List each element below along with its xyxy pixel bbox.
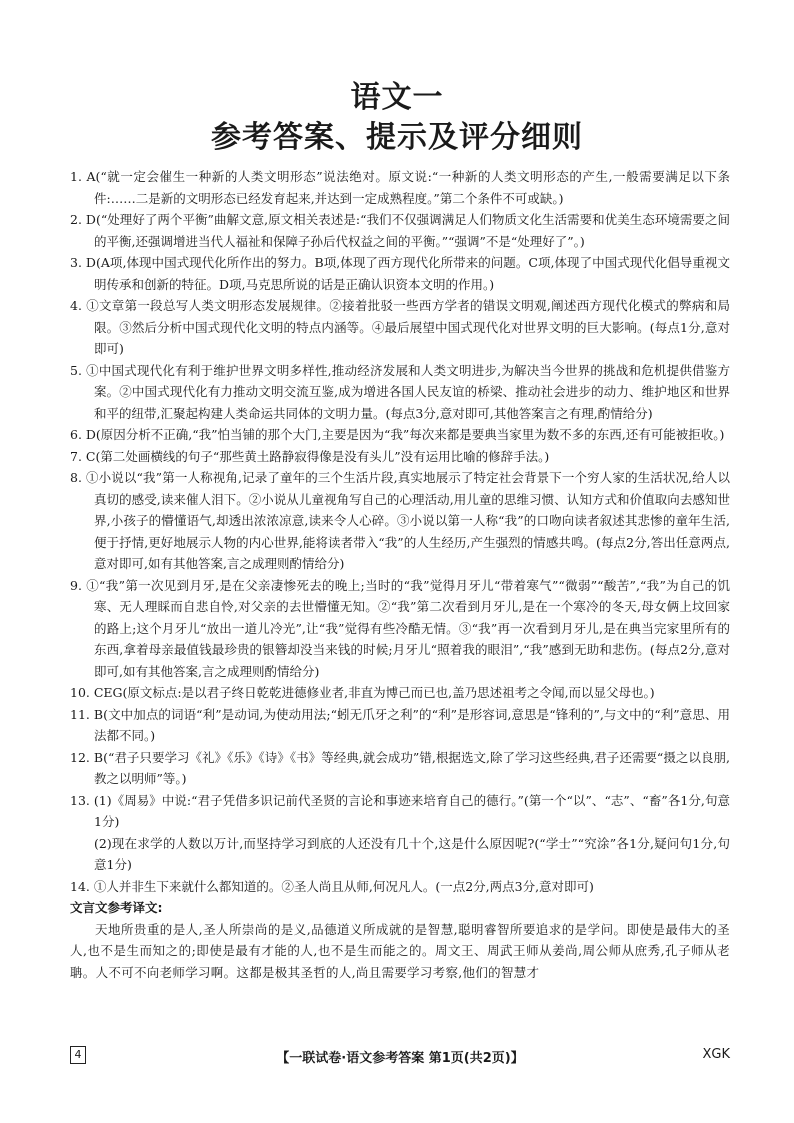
answer-item-1: 1. A(“就一定会催生一种新的人类文明形态”说法绝对。原文说:“一种新的人类文明形态的产生,一般需要满足以下条件:……二是新的文明形态已经发育起来,并达到一定成熟程度。”第二个条件不可或缺。) — [70, 169, 730, 206]
answer-item-10: 10. CEG(原文标点:是以君子终日乾乾进德修业者,非直为博己而已也,盖乃思述祖考之令闻,而以显父母也。) — [70, 685, 655, 700]
footer-code: XGK — [702, 1047, 730, 1062]
answer-item-7: 7. C(第二处画横线的句子“那些黄土路静寂得像是没有头儿”没有运用比喻的修辞手法。) — [70, 448, 550, 464]
answer-item-5: 5. ①中国式现代化有利于维护世界文明多样性,推动经济发展和人类文明进步,为解决当今世界的挑战和危机提供借鉴方案。②中国式现代化有力推动文明交流互鉴,成为增进各国人民友谊的桥梁、推动社会进步的动力、维护地区和世界和平的纽带,汇聚起构建人类命运共同体的文明力量。(每点3分,意对即可,其他答案言之有理,酌情给分) — [70, 362, 730, 421]
page-subtitle: 参考答案、提示及评分细则 — [211, 120, 583, 155]
answer-item-9: 9. ①“我”第一次见到月牙,是在父亲凄惨死去的晚上;当时的“我”觉得月牙儿“带着寒气”“微弱”“酸苦”,“我”为自己的饥寒、无人理睬而自悲自怜,对父亲的去世懵懂无知。②“我”第二次看到月牙儿,是在一个寒冷的冬天,母女俩上坟回家的路上;这个月牙儿“放出一道儿冷光”,让“我”觉得有些冷酷无情。③“我”再一次看到月牙儿,是在典当完家里所有的东西,拿着母亲最值钱最珍贵的银簪却没当来钱的时候;月牙儿“照着我的眼泪”,“我”感到无助和悲伤。(每点2分,意对即可,如有其他答案,言之成理则酌情给分) — [70, 577, 730, 679]
footer-title: 【一联试卷·语文参考答案 第1页(共2页)】 — [276, 1051, 524, 1066]
answer-item-12: 12. B(“君子只要学习《礼》《乐》《诗》《书》等经典,就会成功”错,根据选文,除了学习这些经典,君子还需要“摄之以良朋,教之以明师”等。) — [70, 749, 730, 786]
answer-item-13-part2: (2)现在求学的人数以万计,而坚持学习到底的人还没有几十个,这是什么原因呢?(“学士”“究涂”各1分,疑问句1分,句意1分) — [94, 835, 730, 872]
answer-item-2: 2. D(“处理好了两个平衡”曲解文意,原文相关表述是:“我们不仅强调满足人们物质文化生活需要和优美生态环境需要之间的平衡,还强调增进当代人福祉和保障子孙后代权益之间的平衡。”“强调”不是“处理好了”。) — [70, 212, 730, 249]
answer-item-4: 4. ①文章第一段总写人类文明形态发展规律。②接着批驳一些西方学者的错误文明观,阐述西方现代化模式的弊病和局限。③然后分析中国式现代化文明的特点内涵等。④最后展望中国式现代化对世界文明的巨大影响。(每点1分,意对即可) — [70, 298, 730, 356]
translation-text: 天地所贵重的是人,圣人所崇尚的是义,品德道义所成就的是智慧,聪明睿智所要追求的是学问。即使是最伟大的圣人,也不是生而知之的;即使是最有才能的人,也不是生而能之的。周文王、周武王师从姜尚,周公师从庶秀,孔子师从老聃。人不可不向老师学习啊。这都是极其圣哲的人,尚且需要学习考察,他们的智慧才 — [70, 921, 730, 980]
page-title: 语文一 — [350, 80, 444, 115]
answer-item-3: 3. D(A项,体现中国式现代化所作出的努力。B项,体现了西方现代化所带来的问题。C项,体现了中国式现代化倡导重视文明传承和创新的特征。D项,马克思所说的话是正确认识资本文明的作用。) — [70, 255, 730, 292]
answer-item-13-part1: 13. (1)《周易》中说:“君子凭借多识记前代圣贤的言论和事迹来培育自己的德行。”(第一个“以”、“志”、“畜”各1分,句意1分) — [70, 792, 730, 829]
answer-item-8: 8. ①小说以“我”第一人称视角,记录了童年的三个生活片段,真实地展示了特定社会背景下一个穷人家的生活状况,给人以真切的感受,读来催人泪下。②小说从儿童视角写自己的心理活动,用儿童的思维习惯、认知方式和价值取向去感知世界,小孩子的懵懂语气,却透出浓浓凉意,读来令人心碎。③小说以第一人称“我”的口吻向读者叙述其悲惨的童年生活,便于抒情,更好地展示人物的内心世界,能将读者带入“我”的人生经历,产生强烈的情感共鸣。(每点2分,答出任意两点,意对即可,如有其他答案,言之成理则酌情给分) — [70, 470, 730, 571]
answer-list — [70, 166, 730, 983]
answer-item-14: 14. ①人并非生下来就什么都知道的。②圣人尚且从师,何况凡人。(一点2分,两点3分,意对即可) — [70, 878, 594, 894]
page-footer — [70, 1046, 730, 1068]
page-number-box: 4 — [70, 1046, 86, 1064]
translation-heading: 文言文参考译文: — [70, 900, 163, 915]
answer-item-6: 6. D(原因分析不正确,“我”怕当铺的那个大门,主要是因为“我”每次来都是要典当家里为数不多的东西,还有可能被拒收。) — [70, 427, 725, 442]
answer-item-11: 11. B(文中加点的词语“利”是动词,为使动用法;“蚓无爪牙之利”的“利”是形容词,意思是“锋利的”,与文中的“利”意思、用法都不同。) — [70, 706, 730, 743]
